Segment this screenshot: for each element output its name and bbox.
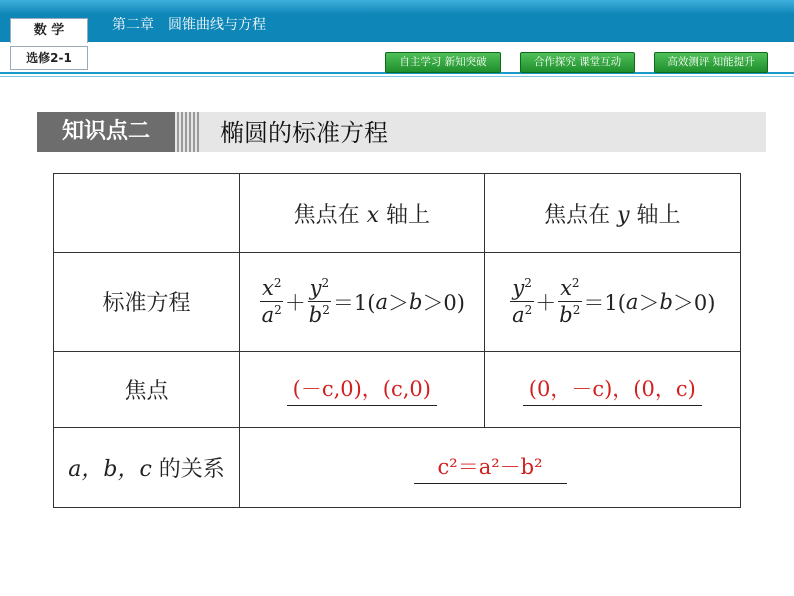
focus-x-answer-cell bbox=[240, 351, 485, 427]
focus-label: 焦点 bbox=[54, 351, 240, 427]
chapter-title: 第二章 圆锥曲线与方程 bbox=[112, 17, 266, 33]
relation-answer-cell bbox=[240, 427, 741, 507]
nav-button-cooperative[interactable]: 合作探究 课堂互动 bbox=[520, 52, 635, 73]
module-label: 选修2-1 bbox=[10, 46, 88, 70]
section-label: 知识点二 bbox=[37, 112, 175, 152]
header-x-axis: 焦点在 x 轴上 bbox=[240, 174, 485, 253]
focus-x-answer: (－c,0)，(c,0) bbox=[287, 373, 437, 406]
header-divider-thin bbox=[0, 76, 794, 77]
focus-y-answer: (0，－c)，(0，c) bbox=[523, 373, 702, 406]
table-row bbox=[54, 351, 741, 427]
relation-label: a，b，c 的关系 bbox=[54, 427, 240, 507]
focus-y-answer-cell bbox=[484, 351, 740, 427]
table-row bbox=[54, 427, 741, 507]
nav-button-self-study[interactable]: 自主学习 新知突破 bbox=[385, 52, 501, 73]
subject-label: 数 学 bbox=[10, 18, 88, 43]
standard-equation-label: 标准方程 bbox=[54, 253, 240, 351]
header-y-axis: 焦点在 y 轴上 bbox=[484, 174, 740, 253]
table-row bbox=[54, 253, 741, 351]
ellipse-equation-table bbox=[53, 173, 741, 508]
section-title: 椭圆的标准方程 bbox=[220, 119, 388, 147]
equation-x-axis: $\frac{x^2}{a^2}$ ＋ $\frac{y^2}{b^2}$ ＝1( a ＞ b ＞0) bbox=[240, 253, 485, 351]
table-row bbox=[54, 174, 741, 253]
nav-button-assessment[interactable]: 高效测评 知能提升 bbox=[654, 52, 768, 73]
header-shine bbox=[0, 0, 794, 14]
relation-answer: c²＝a²－b² bbox=[414, 451, 567, 484]
equation-y-axis: $\frac{y^2}{a^2}$ ＋ $\frac{x^2}{b^2}$ ＝1( a ＞ b ＞0) bbox=[484, 253, 740, 351]
table-corner-cell bbox=[54, 174, 240, 253]
banner-stripes bbox=[177, 112, 199, 152]
